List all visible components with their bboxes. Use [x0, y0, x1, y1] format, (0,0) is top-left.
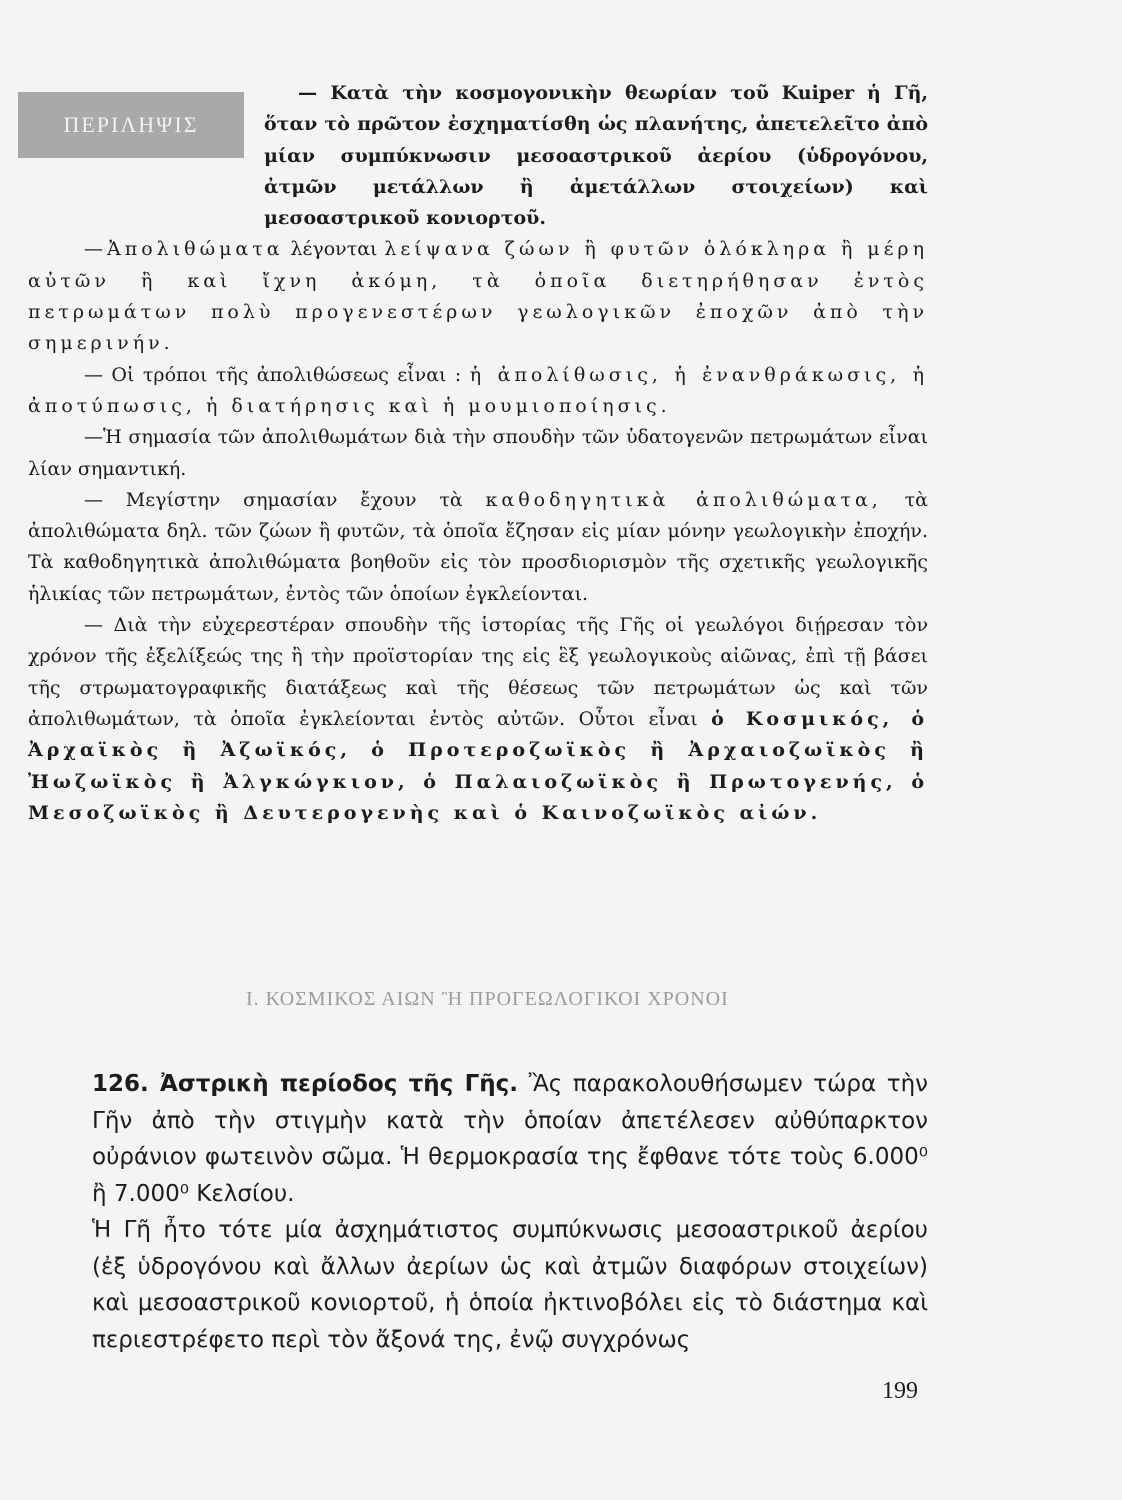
body-paragraph-1: 126. Ἀστρικὴ περίοδος τῆς Γῆς. Ἂς παρακολουθήσωμεν τώρα τὴν Γῆν ἀπὸ τὴν στιγμὴν κατὰ τὴν ὁποίαν ἀπετέλεσεν αὐθύπαρκτον οὐράνιον φωτεινὸν σῶμα. Ἡ θερμοκρασία της ἔφθανε τότε τοὺς 6.000⁰ ἢ 7.000⁰ Κελσίου. [92, 1071, 929, 1207]
kuiper-name: Kuiper [781, 82, 855, 104]
summary-paragraph-3: — Οἱ τρόποι τῆς ἀπολιθώσεως εἶναι : ἡ ἀπολίθωσις, ἡ ἐνανθράκωσις, ἡ ἀποτύπωσις, ἡ διατήρησις καὶ ἡ μουμιοποίησις. [28, 363, 928, 417]
summary-block [28, 78, 928, 829]
summary-paragraph-6: — Διὰ τὴν εὐχερεστέραν σπουδὴν τῆς ἱστορίας τῆς Γῆς οἱ γεωλόγοι διῄρεσαν τὸν χρόνον τῆς ἐξελίξεώς της ἢ τὴν προϊστορίαν της εἰς ἓξ γεωλογικοὺς αἰῶνας, ἐπὶ τῇ βάσει τῆς στρωματογραφικῆς διατάξεως καὶ τῆς θέσεως τῶν πετρωμάτων ὡς καὶ τῶν ἀπολιθωμάτων, τὰ ὁποῖα ἐγκλείονται ἐντὸς αὐτῶν. Οὗτοι εἶναι ὁ Κοσμικός, ὁ Ἀρχαϊκὸς ἢ Ἀζωϊκός, ὁ Προτεροζωϊκὸς ἢ Ἀρχαιοζωϊκὸς ἢ Ἠωζωϊκὸς ἢ Ἀλγκώγκιον, ὁ Παλαιοζωϊκὸς ἢ Πρωτογενής, ὁ Μεσοζωϊκὸς ἢ Δευτερογενὴς καὶ ὁ Καινοζωϊκὸς αἰών. [28, 614, 928, 824]
section-title: Ι. ΚΟΣΜΙΚΟΣ ΑΙΩΝ Ἢ ΠΡΟΓΕΩΛΟΓΙΚΟΙ ΧΡΟΝΟΙ [246, 988, 729, 1010]
summary-label-badge: ΠΕΡΙΛΗΨΙΣ [18, 92, 244, 158]
summary-paragraph-4: —Ἡ σημασία τῶν ἀπολιθωμάτων διὰ τὴν σπουδὴν τῶν ὑδατογενῶν πετρωμάτων εἶναι λίαν σημαντική. [28, 426, 928, 480]
body-paragraph-2: Ἡ Γῆ ἦτο τότε μία ἀσχημάτιστος συμπύκνωσις μεσοαστρικοῦ ἀερίου (ἐξ ὑδρογόνου καὶ ἄλλων ἀερίων ὡς καὶ ἀτμῶν διαφόρων στοιχείων) καὶ μεσοαστρικοῦ κονιορτοῦ, ἡ ὁποία ἠκτινοβόλει εἰς τὸ διάστημα καὶ περιεστρέφετο περὶ τὸν ἄξονά της, ἐνῷ συγχρόνως [92, 1217, 928, 1353]
page-number: 199 [882, 1378, 918, 1404]
section-heading: 126. Ἀστρικὴ περίοδος τῆς Γῆς. [92, 1071, 518, 1097]
body-text [92, 1066, 928, 1358]
summary-paragraph-2: —Ἀπολιθώματα λέγονται λείψανα ζώων ἢ φυτῶν ὁλόκληρα ἢ μέρη αὐτῶν ἢ καὶ ἴχνη ἀκόμη, τὰ ὁποῖα διετηρήθησαν ἐντὸς πετρωμάτων πολὺ προγενεστέρων γεωλογικῶν ἐποχῶν ἀπὸ τὴν σημερινήν. [28, 238, 928, 355]
summary-paragraph-5: — Μεγίστην σημασίαν ἔχουν τὰ καθοδηγητικὰ ἀπολιθώματα, τὰ ἀπολιθώματα δηλ. τῶν ζώων ἢ φυτῶν, τὰ ὁποῖα ἔζησαν εἰς μίαν μόνην γεωλογικὴν ἐποχήν. Τὰ καθοδηγητικὰ ἀπολιθώματα βοηθοῦν εἰς τὸν προσδιορισμὸν τῆς σχετικῆς γεωλογικῆς ἡλικίας τῶν πετρωμάτων, ἐντὸς τῶν ὁποίων ἐγκλείονται. [28, 488, 928, 605]
summary-paragraph-1: — Κατὰ τὴν κοσμογονικὴν θεωρίαν τοῦ Kuiper ἡ Γῆ, ὅταν τὸ πρῶτον ἐσχηματίσθη ὡς πλανήτης, ἀπετελεῖτο ἀπὸ μίαν συμπύκνωσιν μεσοαστρικοῦ ἀερίου (ὑδρογόνου, ἀτμῶν μετάλλων ἢ ἀμετάλλων στοιχείων) καὶ μεσοαστρικοῦ κονιορτοῦ. [264, 82, 928, 230]
